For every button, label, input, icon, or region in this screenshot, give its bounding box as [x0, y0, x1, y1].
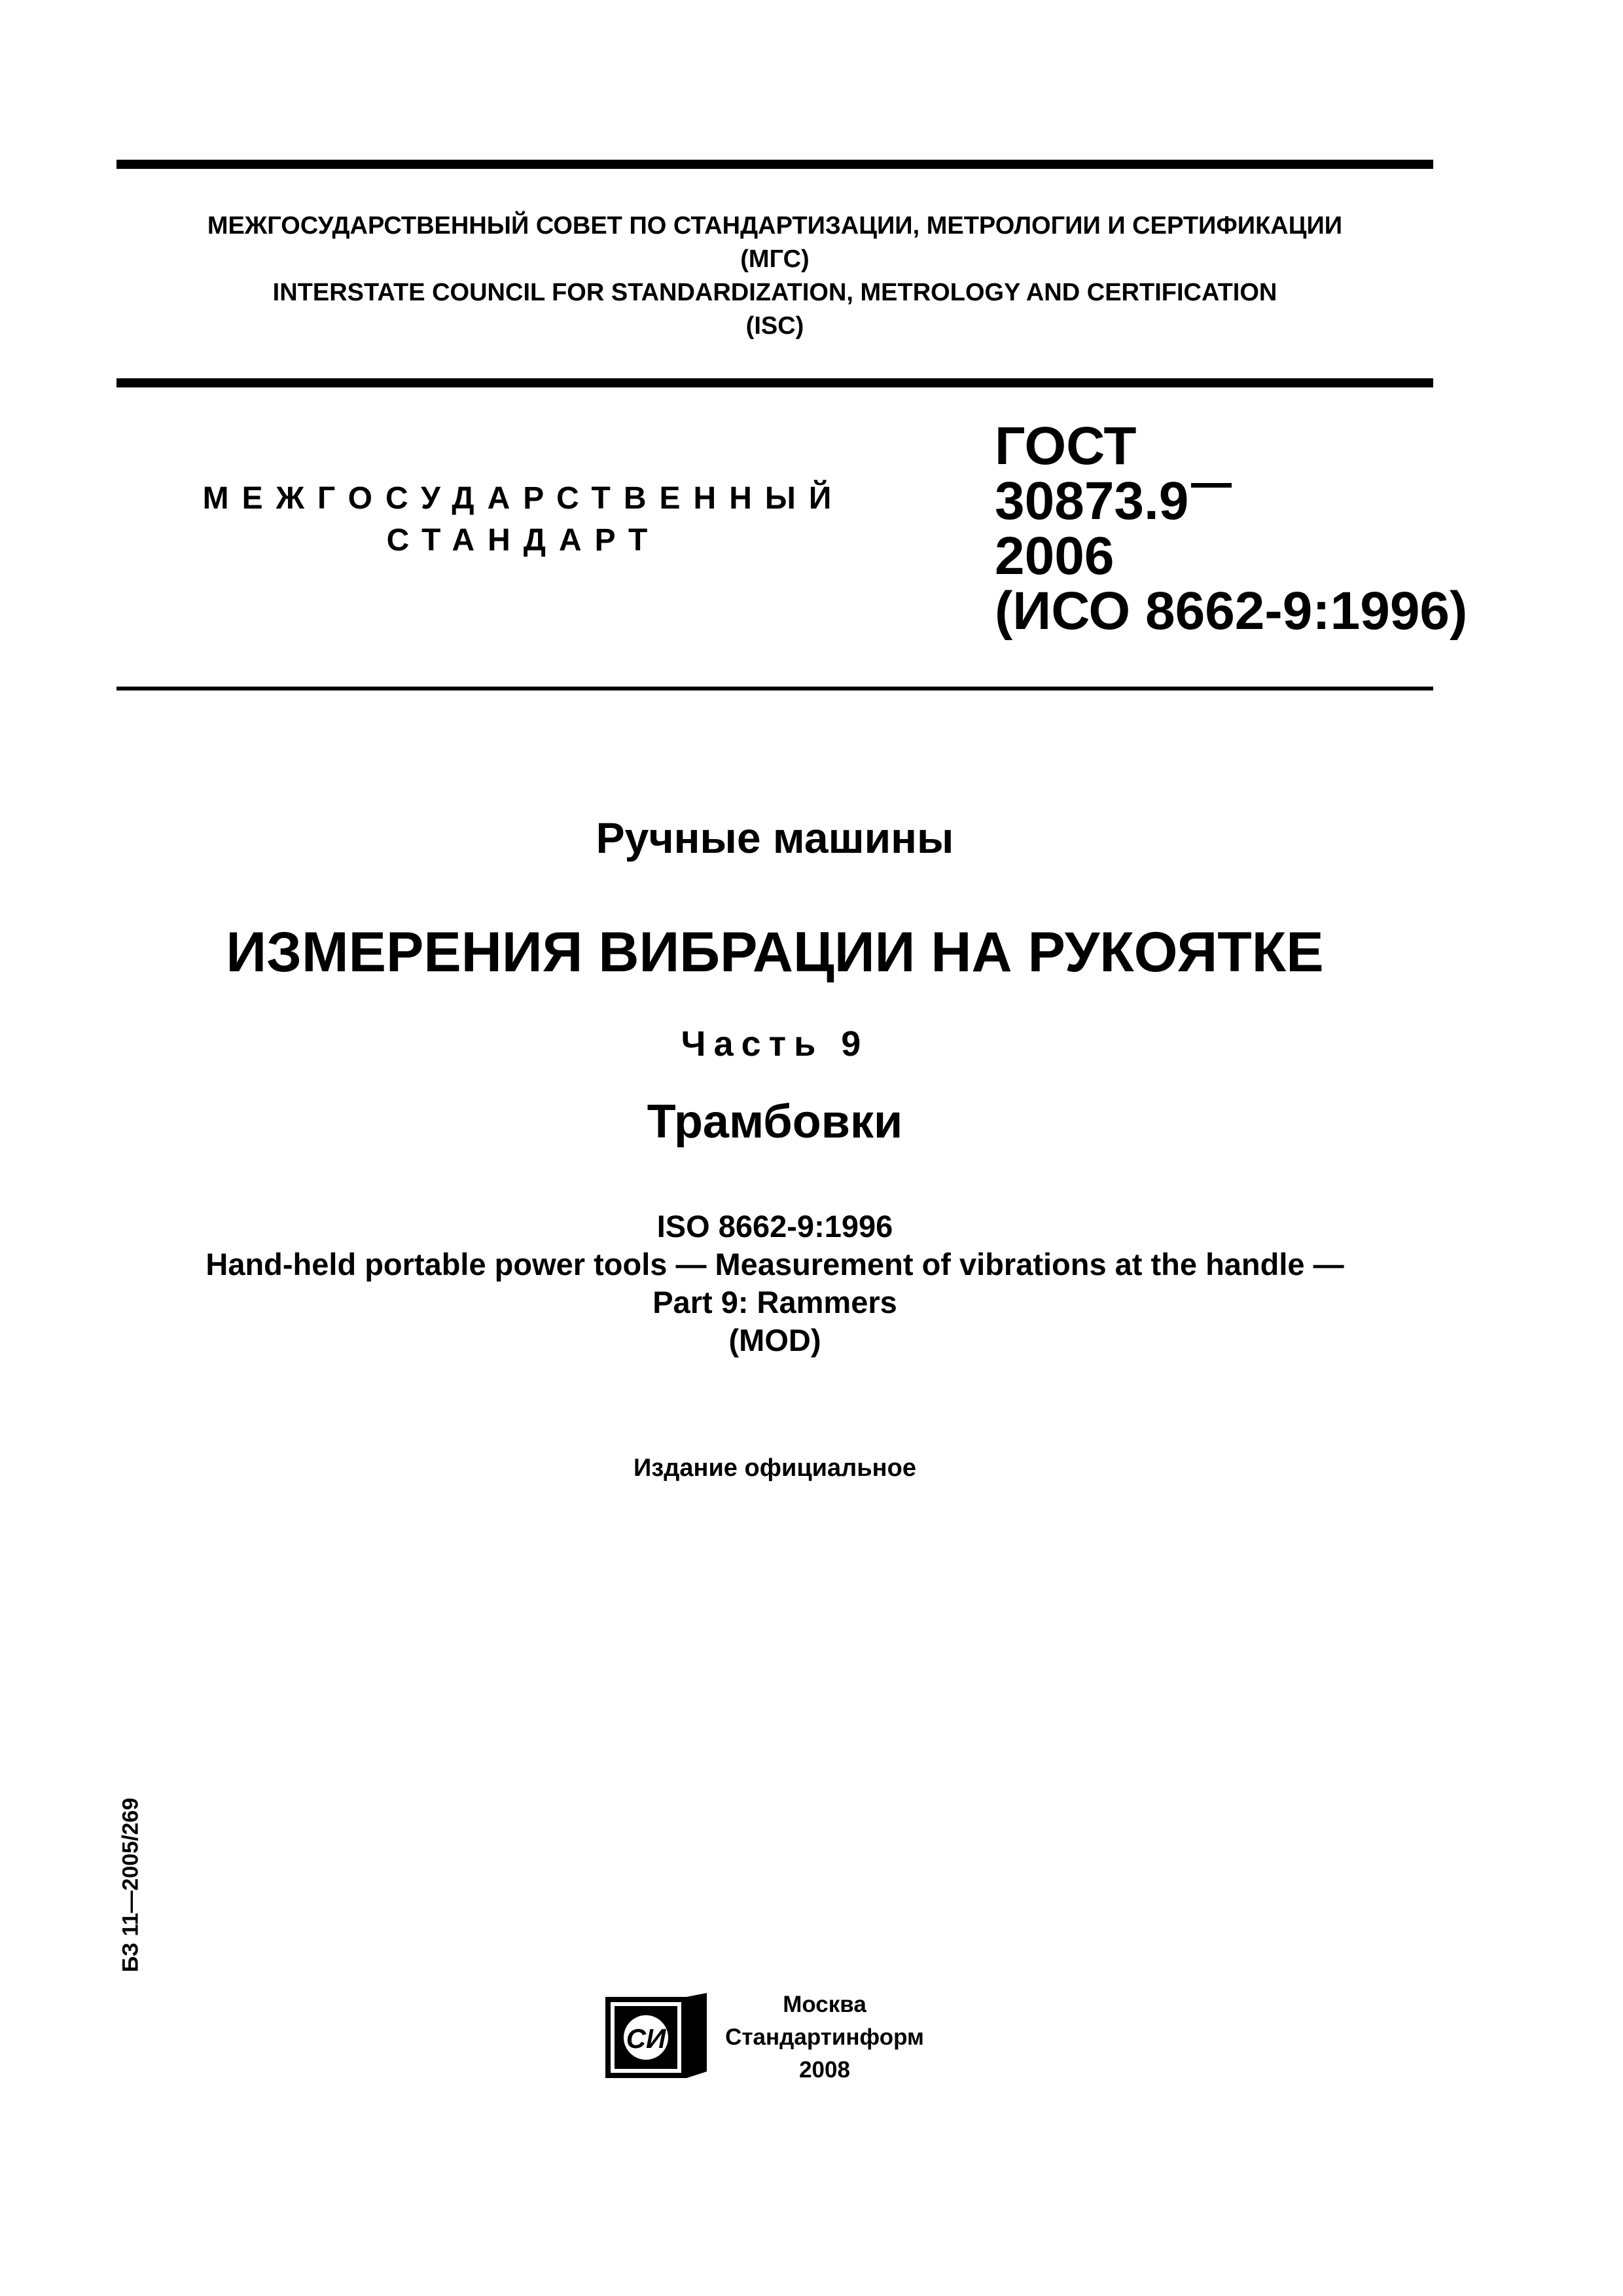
- publisher-city: Москва: [783, 1992, 866, 2017]
- gost-year: 2006: [995, 526, 1115, 586]
- thin-rule: [116, 687, 1433, 691]
- title-main: ИЗМЕРЕНИЯ ВИБРАЦИИ НА РУКОЯТКЕ: [226, 921, 1324, 984]
- standard-kind: [196, 478, 851, 562]
- publisher-year: 2008: [799, 2057, 850, 2083]
- publisher-name: Стандартинформ: [725, 2024, 924, 2050]
- iso-reference: [116, 1208, 1433, 1359]
- title-group: Ручные машины: [596, 814, 954, 862]
- iso-title-line1: Hand-held portable power tools — Measurement of vibrations at the handle —: [205, 1247, 1344, 1282]
- middle-rule: [116, 378, 1433, 387]
- title-part: Часть 9: [681, 1024, 869, 1064]
- publisher-block: [694, 1988, 955, 2087]
- council-header: [116, 209, 1433, 343]
- gost-iso-ref: (ИСО 8662-9:1996): [995, 581, 1468, 641]
- edition-note: Издание официальное: [633, 1454, 916, 1482]
- gost-designation: [995, 416, 1468, 641]
- side-code: БЗ 11—2005/269: [118, 1797, 143, 1973]
- council-abbr-ru: (МГС): [740, 245, 810, 273]
- top-rule: [116, 160, 1433, 169]
- iso-title-line2: Part 9: Rammers: [652, 1285, 897, 1319]
- gost-label: ГОСТ: [995, 416, 1137, 476]
- council-abbr-en: (ISC): [745, 312, 804, 340]
- council-name-en: INTERSTATE COUNCIL FOR STANDARDIZATION, METROLOGY AND CERTIFICATION: [272, 279, 1277, 306]
- logo-text: СИ: [626, 2023, 666, 2054]
- title-subtitle: Трамбовки: [647, 1096, 903, 1148]
- standard-kind-line2: СТАНДАРТ: [386, 523, 661, 558]
- council-name-ru: МЕЖГОСУДАРСТВЕННЫЙ СОВЕТ ПО СТАНДАРТИЗАЦИИ, МЕТРОЛОГИИ И СЕРТИФИКАЦИИ: [207, 212, 1343, 240]
- standartinform-logo: [605, 1993, 707, 2078]
- gost-number-line: [995, 471, 1467, 531]
- gost-number: 30873.9: [995, 471, 1189, 531]
- iso-modification: (MOD): [728, 1323, 821, 1357]
- iso-code: ISO 8662-9:1996: [656, 1209, 893, 1244]
- gost-dash: [1191, 483, 1232, 488]
- standard-kind-line1: МЕЖГОСУДАРСТВЕННЫЙ: [202, 481, 845, 516]
